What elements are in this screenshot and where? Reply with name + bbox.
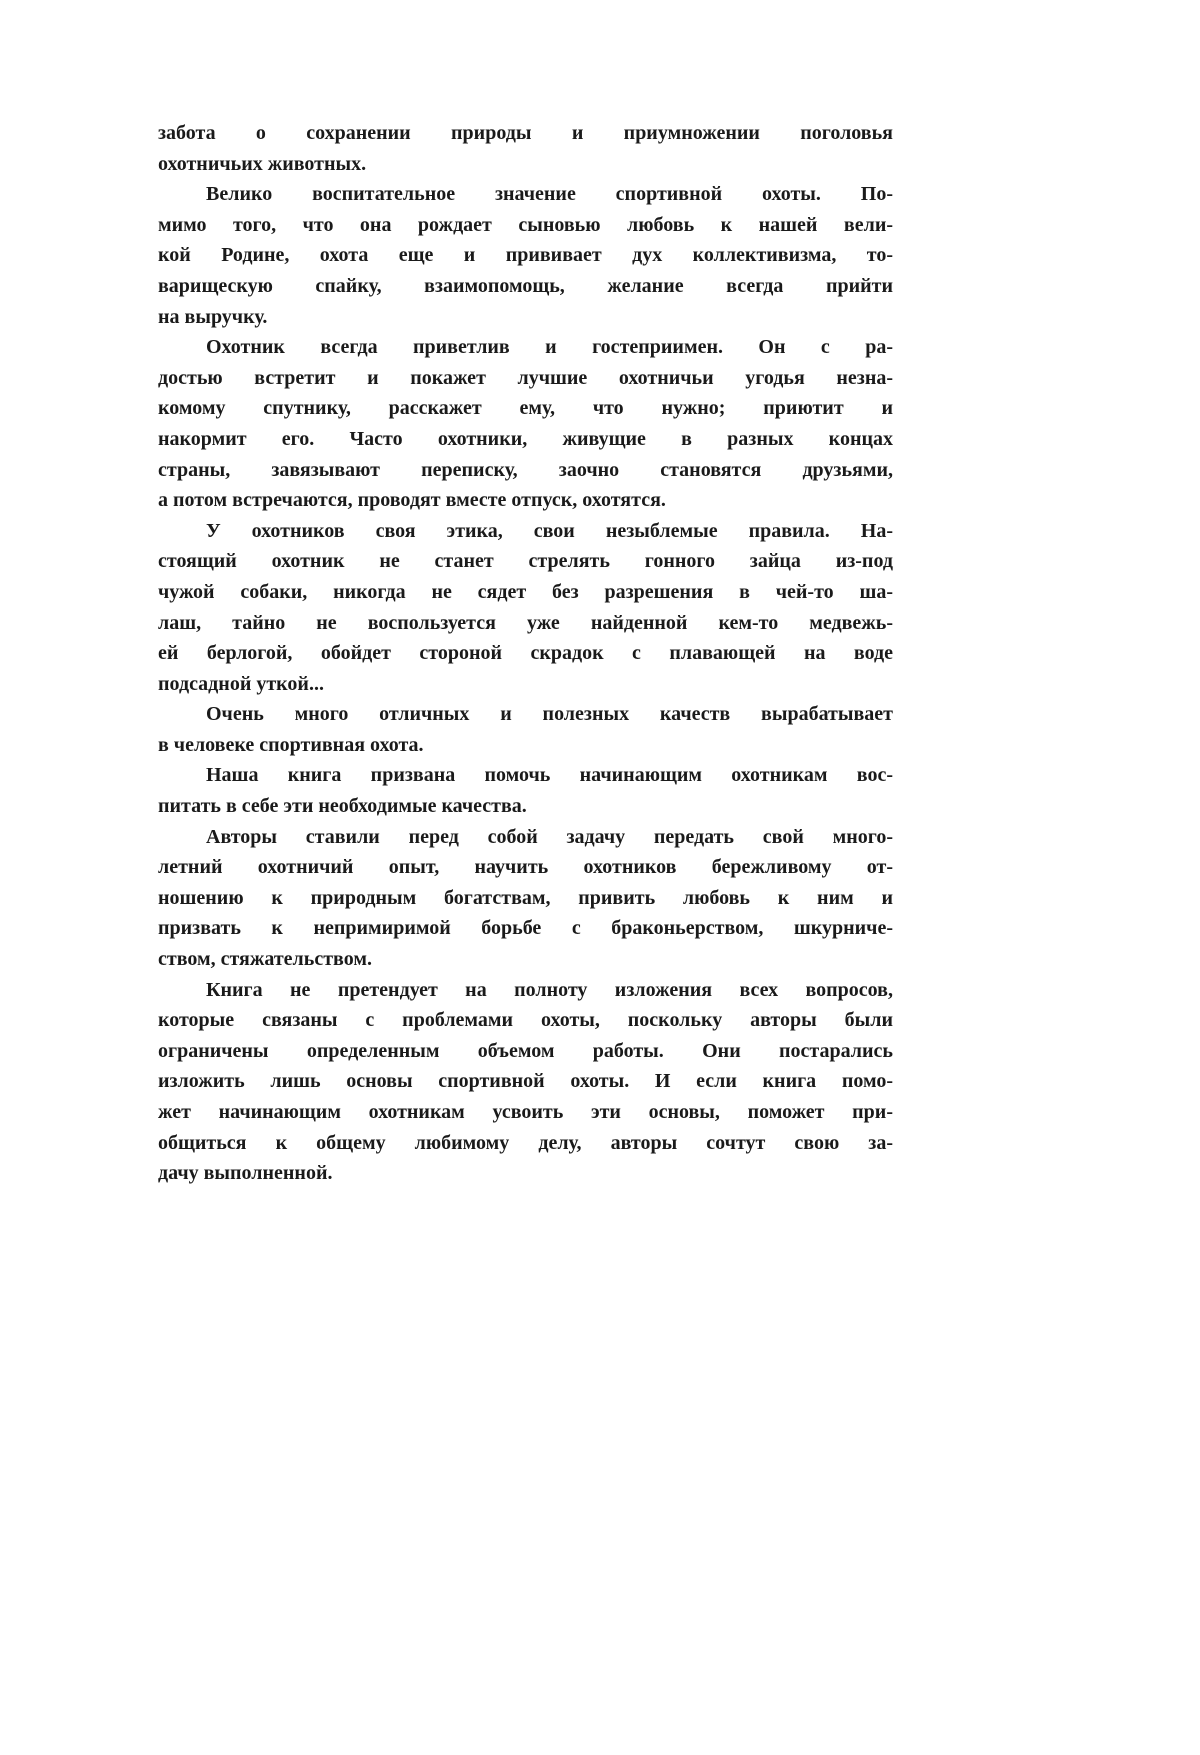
text-line: накормит его. Часто охотники, живущие в разных концах <box>158 427 893 450</box>
text-line: общиться к общему любимому делу, авторы сочтут свою за- <box>158 1131 893 1154</box>
text-line: У охотников своя этика, свои незыблемые правила. На- <box>206 519 893 542</box>
text-line: Книга не претендует на полноту изложения всех вопросов, <box>206 978 893 1001</box>
text-line: летний охотничий опыт, научить охотников бережливому от- <box>158 856 893 879</box>
text-line: жет начинающим охотникам усвоить эти основы, поможет при- <box>158 1101 893 1123</box>
text-line: которые связаны с проблемами охоты, поскольку авторы были <box>158 1009 893 1032</box>
text-line: охотничьих животных. <box>158 152 367 175</box>
text-line: а потом встречаются, проводят вместе отпуск, охотятся. <box>158 489 666 512</box>
text-line: Велико воспитательное значение спортивной охоты. По- <box>206 183 893 206</box>
text-line: чужой собаки, никогда не сядет без разрешения в чей-то ша- <box>158 580 893 603</box>
text-line: изложить лишь основы спортивной охоты. И если книга помо- <box>158 1070 893 1093</box>
text-line: забота о сохранении природы и приумножении поголовья <box>158 122 893 144</box>
text-line: призвать к непримиримой борьбе с браконьерством, шкурниче- <box>158 917 893 940</box>
text-line: варищескую спайку, взаимопомощь, желание всегда прийти <box>158 274 893 297</box>
text-line: ей берлогой, обойдет стороной скрадок с плавающей на воде <box>158 642 893 665</box>
text-line: питать в себе эти необходимые качества. <box>158 795 527 818</box>
body-text <box>158 118 893 1189</box>
text-line: дачу выполненной. <box>158 1162 333 1185</box>
text-line: лаш, тайно не воспользуется уже найденной кем-то медвежь- <box>158 611 893 634</box>
text-line: Охотник всегда приветлив и гостеприимен. Он с ра- <box>206 336 893 359</box>
text-line: кой Родине, охота еще и прививает дух коллективизма, то- <box>158 244 893 267</box>
text-line: комому спутнику, расскажет ему, что нужно; приютит и <box>158 397 893 420</box>
text-line: на выручку. <box>158 305 268 328</box>
text-line: Очень много отличных и полезных качеств вырабатывает <box>206 703 893 726</box>
text-line: в человеке спортивная охота. <box>158 733 424 756</box>
text-line: достью встретит и покажет лучшие охотничьи угодья незна- <box>158 366 893 389</box>
text-line: мимо того, что она рождает сыновью любовь к нашей вели- <box>158 213 893 236</box>
text-line: ношению к природным богатствам, привить любовь к ним и <box>158 886 893 909</box>
text-line: стоящий охотник не станет стрелять гонного зайца из-под <box>158 550 893 573</box>
text-line: подсадной уткой... <box>158 672 324 695</box>
text-line: ством, стяжательством. <box>158 948 372 971</box>
text-line: Авторы ставили перед собой задачу передать свой много- <box>206 825 893 848</box>
text-line: страны, завязывают переписку, заочно становятся друзьями, <box>158 458 893 481</box>
text-line: ограничены определенным объемом работы. Они постарались <box>158 1039 893 1062</box>
text-line: Наша книга призвана помочь начинающим охотникам вос- <box>206 764 893 787</box>
